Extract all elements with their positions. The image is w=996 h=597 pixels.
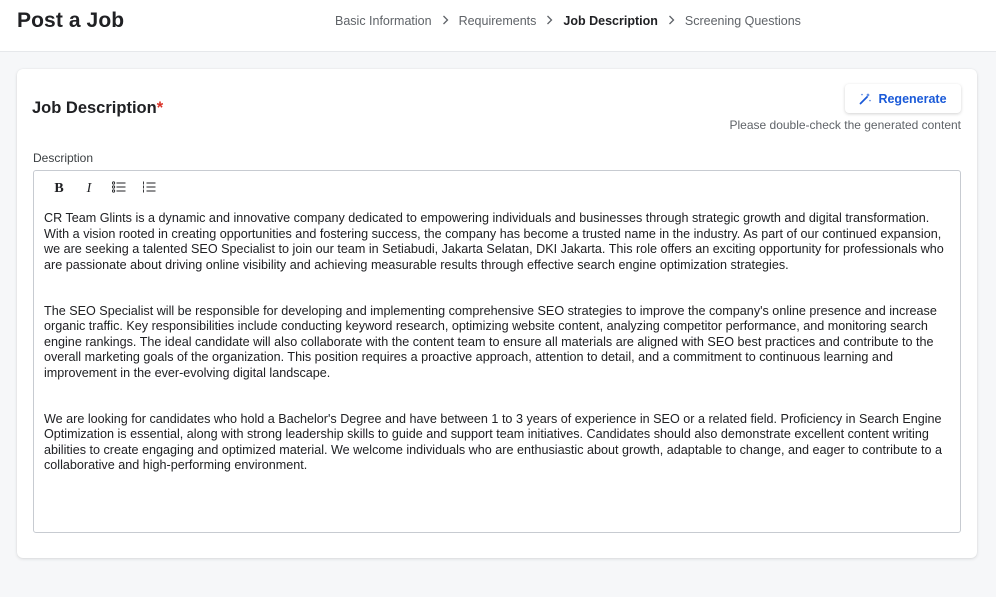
section-title [32,99,163,118]
bold-icon: B [54,181,64,196]
regenerate-label: Regenerate [878,91,947,106]
regenerate-hint: Please double-check the generated content [729,118,961,132]
breadcrumb-screening-questions[interactable]: Screening Questions [684,14,801,28]
breadcrumb-requirements[interactable]: Requirements [458,14,537,28]
bold-button[interactable] [44,179,74,199]
description-editor[interactable] [33,170,961,533]
breadcrumb-basic-information[interactable]: Basic Information [335,14,432,28]
regenerate-button[interactable] [845,84,961,113]
page-title: Post a Job [17,9,125,32]
description-paragraph: We are looking for candidates who hold a Bachelor's Degree and have between 1 to 3 years of experience in SEO or a related field. Proficiency in Search Engine Optimization is essential, along with strong leadership skills to guide and support team initiatives. Candidates should also demonstrate excellent content writing abilities to create engaging and optimized material. We welcome individuals who are enthusiastic about growth, adaptable to change, and eager to contribute to a collaborative and high-performing environment. [44,411,942,472]
job-description-card [17,69,977,558]
description-paragraph: CR Team Glints is a dynamic and innovative company dedicated to empowering individuals and businesses through strategic growth and digital transformation. With a vision rooted in creating opportunities and fostering success, the company has become a trusted name in the industry. As part of our continued expansion, we are seeking a talented SEO Specialist to join our team in Setiabudi, Jakarta Selatan, DKI Jakarta. This role offers an exciting opportunity for professionals who are passionate about driving online visibility and achieving measurable results through effective search engine optimization strategies. [44,211,944,272]
chevron-right-icon [442,14,449,28]
numbered-list-button[interactable] [134,179,164,199]
editor-content[interactable] [44,211,952,504]
required-asterisk: * [156,99,164,117]
breadcrumb [335,14,801,28]
breadcrumb-job-description[interactable]: Job Description [563,14,658,28]
description-label: Description [33,151,94,165]
top-bar [0,0,996,52]
section-title-text: Job Description [32,99,157,117]
numbered-list-icon [142,180,156,198]
italic-icon: I [86,181,92,196]
chevron-right-icon [546,14,553,28]
description-paragraph: The SEO Specialist will be responsible for developing and implementing comprehensive SEO strategies to improve the company's online presence and increase organic traffic. Key responsibilities include conducting keyword research, optimizing website content, analyzing competitor performance, and monitoring search engine rankings. The ideal candidate will also collaborate with the content team to ensure all materials are aligned with SEO best practices and contribute to the overall marketing goals of the organization. This position requires a proactive approach, attention to detail, and a commitment to continuous learning and improvement in the ever-evolving digital landscape. [44,303,937,380]
magic-wand-icon [859,92,872,105]
editor-toolbar [44,179,164,199]
bulleted-list-button[interactable] [104,179,134,199]
bulleted-list-icon [112,180,126,198]
italic-button[interactable] [74,179,104,199]
chevron-right-icon [668,14,675,28]
